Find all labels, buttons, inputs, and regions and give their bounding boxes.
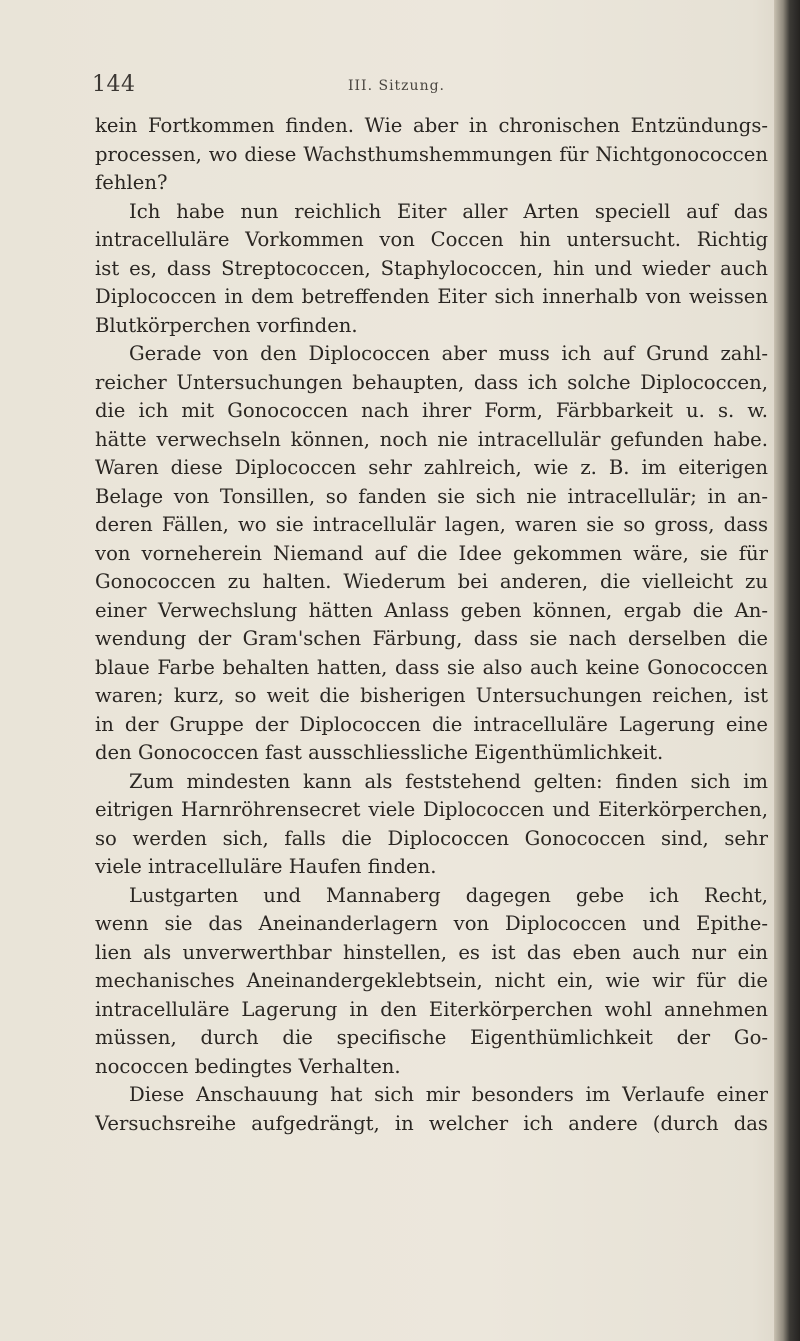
text-line: müssen, durch die specifische Eigenthümlichkeit der Go- bbox=[95, 1026, 768, 1049]
text-line: die ich mit Gonococcen nach ihrer Form, Färbbarkeit u. s. w. bbox=[95, 399, 768, 422]
text-line: reicher Untersuchungen behaupten, dass ich solche Diplococcen, bbox=[95, 370, 768, 394]
text-line: in der Gruppe der Diplococcen die intracelluläre Lagerung eine bbox=[95, 712, 768, 736]
text-line: Zum mindesten kann als feststehend gelten: finden sich im bbox=[129, 769, 768, 793]
text-line: kein Fortkommen finden. Wie aber in chronischen Entzündungs- bbox=[95, 114, 768, 137]
text-line: den Gonococcen fast ausschliessliche Eigenthümlichkeit. bbox=[95, 741, 664, 764]
paragraph bbox=[95, 340, 768, 768]
text-line: wendung der Gram'schen Färbung, dass sie nach derselben die bbox=[95, 627, 768, 650]
text-line: viele intracelluläre Haufen finden. bbox=[95, 855, 437, 878]
paragraph bbox=[95, 198, 768, 341]
text-line: eitrigen Harnröhrensecret viele Diplococcen und Eiterkörperchen, bbox=[95, 798, 768, 821]
paragraph bbox=[95, 768, 768, 882]
text-line: Diplococcen in dem betreffenden Eiter sich innerhalb von weissen bbox=[95, 285, 768, 308]
text-line: von vorneherein Niemand auf die Idee gekommen wäre, sie für bbox=[95, 541, 768, 565]
text-line: Versuchsreihe aufgedrängt, in welcher ich andere (durch das bbox=[95, 1111, 768, 1135]
text-line: intracelluläre Lagerung in den Eiterkörperchen wohl annehmen bbox=[95, 997, 768, 1021]
text-line: ist es, dass Streptococcen, Staphylococcen, hin und wieder auch bbox=[95, 256, 768, 280]
text-line: Gonococcen zu halten. Wiederum bei anderen, die vielleicht zu bbox=[95, 570, 768, 593]
text-line: fehlen? bbox=[95, 171, 168, 194]
text-line: hätte verwechseln können, noch nie intracellulär gefunden habe. bbox=[95, 427, 768, 451]
text-line: so werden sich, falls die Diplococcen Gonococcen sind, sehr bbox=[95, 826, 768, 850]
running-head: III. Sitzung. bbox=[348, 78, 446, 94]
text-line: blaue Farbe behalten hatten, dass sie also auch keine Gonococcen bbox=[95, 655, 768, 679]
paragraph bbox=[95, 112, 768, 198]
text-line: Waren diese Diplococcen sehr zahlreich, wie z. B. im eiterigen bbox=[95, 456, 768, 479]
text-line: Ich habe nun reichlich Eiter aller Arten speciell auf das bbox=[129, 199, 768, 223]
page-header bbox=[92, 72, 732, 102]
text-line: lien als unverwerthbar hinstellen, es ist das eben auch nur ein bbox=[95, 940, 768, 964]
text-line: Belage von Tonsillen, so fanden sie sich nie intracellulär; in an- bbox=[95, 484, 768, 508]
text-line: intracelluläre Vorkommen von Coccen hin untersucht. Richtig bbox=[95, 228, 768, 251]
text-line: wenn sie das Aneinanderlagern von Diplococcen und Epithe- bbox=[95, 912, 768, 935]
page-number: 144 bbox=[92, 72, 136, 97]
text-line: mechanisches Aneinandergeklebtsein, nicht ein, wie wir für die bbox=[95, 969, 768, 992]
text-line: Diese Anschauung hat sich mir besonders im Verlaufe einer bbox=[129, 1083, 768, 1106]
paragraph bbox=[95, 882, 768, 1082]
text-line: processen, wo diese Wachsthumshemmungen für Nichtgonococcen bbox=[95, 142, 768, 166]
text-line: Lustgarten und Mannaberg dagegen gebe ich Recht, bbox=[129, 883, 768, 907]
paragraph bbox=[95, 1081, 768, 1138]
page-binding-edge bbox=[774, 0, 800, 1341]
body-text bbox=[95, 112, 768, 1138]
text-line: waren; kurz, so weit die bisherigen Untersuchungen reichen, ist bbox=[95, 684, 768, 707]
text-line: Blutkörperchen vorfinden. bbox=[95, 313, 358, 337]
text-line: Gerade von den Diplococcen aber muss ich auf Grund zahl- bbox=[129, 342, 768, 365]
text-line: deren Fällen, wo sie intracellulär lagen, waren sie so gross, dass bbox=[95, 513, 768, 536]
text-line: nococcen bedingtes Verhalten. bbox=[95, 1054, 401, 1078]
text-line: einer Verwechslung hätten Anlass geben können, ergab die An- bbox=[95, 598, 768, 622]
